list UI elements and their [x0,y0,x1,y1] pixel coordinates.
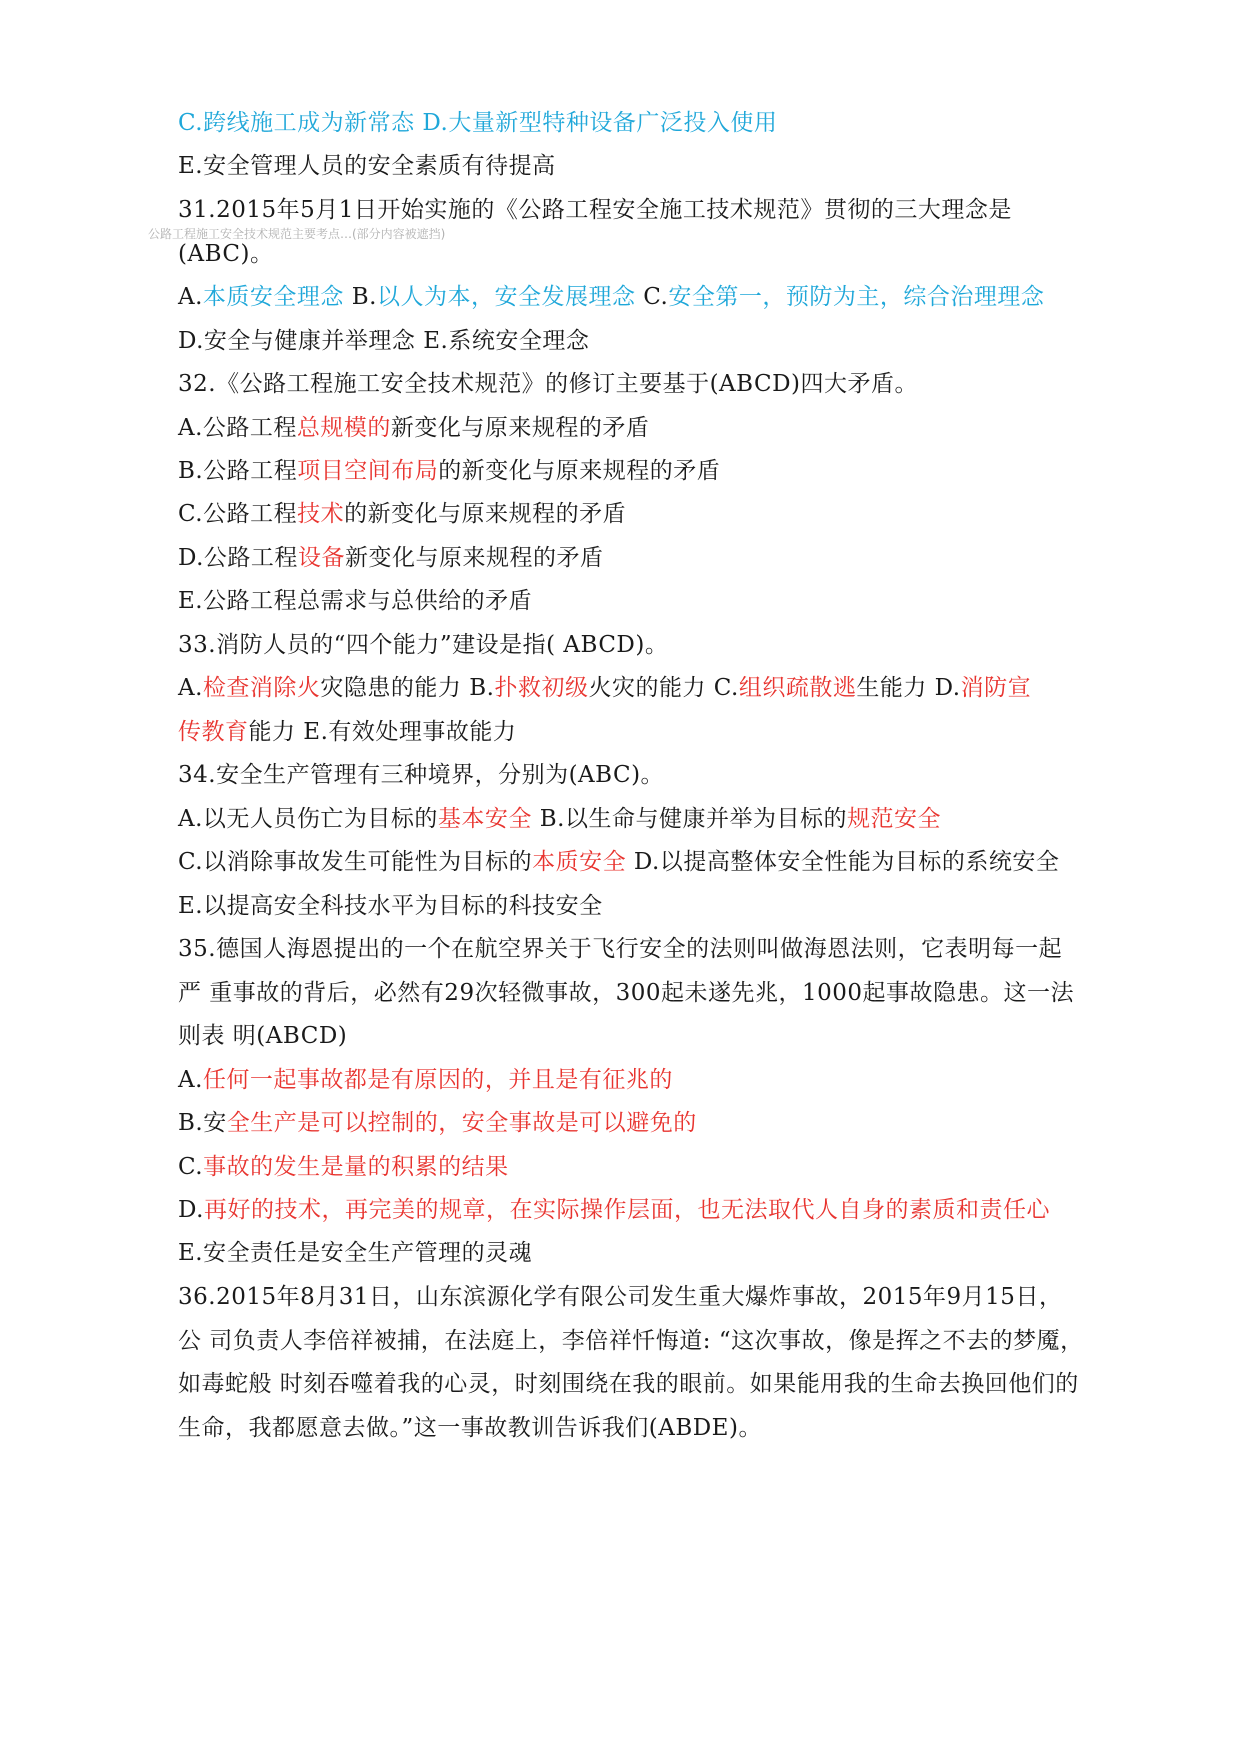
text-segment: E.安全管理人员的安全素质有待提高 [178,153,556,179]
text-line [178,760,1141,790]
text-line [178,369,1141,399]
text-segment: C.跨线施工成为新常态 D.大量新型特种设备广泛投入使用 [178,110,778,136]
text-segment: 公 司负责人李倍祥被捕，在法庭上，李倍祥忏悔道: “这次事故，像是挥之不去的梦魇， [178,1328,1084,1354]
text-segment: 事故的发生是量的积累的结果 [203,1154,509,1180]
text-line [178,151,1141,181]
text-segment: D.以提高整体安全性能为目标的系统安全 [626,849,1060,875]
text-segment: 32.《公路工程施工安全技术规范》的修订主要基于(ABCD)四大矛盾。 [178,371,919,397]
text-segment: 则表 明(ABCD) [178,1023,348,1049]
text-line [178,717,1141,747]
text-segment: E.公路工程总需求与总供给的矛盾 [178,588,533,614]
text-line [178,108,1141,138]
text-segment: 基本安全 [437,806,532,832]
text-segment: 如毒蛇般 时刻吞噬着我的心灵，时刻围绕在我的眼前。如果能用我的生命去换回他们的 [178,1371,1079,1397]
text-segment: 总规模的 [296,415,391,441]
text-segment: B.安 [178,1110,227,1136]
text-segment: 消防宣 [960,675,1032,701]
text-segment: 严 重事故的背后，必然有29次轻微事故，300起未遂先兆，1000起事故隐患。这一法 [178,980,1075,1006]
text-segment: C. [643,284,669,310]
text-line [178,673,1141,703]
text-segment: 35.德国人海恩提出的一个在航空界关于飞行安全的法则叫做海恩法则，它表明每一起 [178,936,1063,962]
text-segment: 的新变化与原来规程的矛盾 [438,458,721,484]
text-segment: 设备 [297,545,345,571]
text-segment: B.以生命与健康并举为目标的 [531,806,847,832]
text-line [178,1152,1141,1182]
text-segment: B.公路工程 [178,458,298,484]
text-segment: 生命，我都愿意去做。”这一事故教训告诉我们(ABDE)。 [178,1415,762,1441]
text-line [178,1413,1141,1443]
text-line [178,543,1141,573]
text-line [178,1021,1141,1051]
text-segment: 新变化与原来规程的矛盾 [390,415,650,441]
text-segment: 新变化与原来规程的矛盾 [344,545,604,571]
text-segment: 扑救初级 [494,675,589,701]
text-line [178,1282,1141,1312]
text-segment: 能力 E.有效处理事故能力 [248,719,517,745]
text-segment: A. [178,284,203,310]
text-line [178,1108,1141,1138]
text-segment: 33.消防人员的“四个能力”建设是指( ABCD)。 [178,632,669,658]
text-segment: 31.2015年5月1日开始实施的《公路工程安全施工技术规范》贯彻的三大理念是 [178,197,1012,223]
text-segment: 再好的技术，再完美的规章，在实际操作层面，也无法取代人自身的素质和责任心 [203,1197,1050,1223]
text-segment: 生能力 D. [856,675,961,701]
text-segment: C.公路工程 [178,501,298,527]
text-segment: 检查消除火 [202,675,321,701]
text-line [178,934,1141,964]
text-segment: 任何一起事故都是有原因的，并且是有征兆的 [202,1067,673,1093]
text-segment: 本质安全 [532,849,627,875]
text-line [178,978,1141,1008]
text-line [178,413,1141,443]
text-line [178,282,1141,312]
text-line [178,891,1141,921]
text-segment: 技术 [297,501,345,527]
text-segment: 火灾的能力 C. [588,675,739,701]
text-segment: 本质安全理念 [202,284,352,310]
text-line [178,1326,1141,1356]
text-segment: (ABC)。 [178,241,274,267]
text-segment: 传教育 [178,719,249,745]
text-line [178,326,1141,356]
watermark-text: 公路工程施工安全技术规范主要考点…(部分内容被遮挡) [148,227,446,241]
text-line [178,1369,1141,1399]
text-segment: 组织疏散逃 [738,675,857,701]
text-segment: C. [178,1154,204,1180]
text-segment: 36.2015年8月31日，山东滨源化学有限公司发生重大爆炸事故，2015年9月15日， [178,1284,1063,1310]
text-segment: E.安全责任是安全生产管理的灵魂 [178,1240,533,1266]
text-segment: 34.安全生产管理有三种境界，分别为(ABC)。 [178,762,665,788]
text-segment: 规范安全 [846,806,941,832]
text-line [178,586,1141,616]
text-segment: C.以消除事故发生可能性为目标的 [178,849,533,875]
text-segment: 的新变化与原来规程的矛盾 [344,501,627,527]
text-segment: E.以提高安全科技水平为目标的科技安全 [178,893,603,919]
text-segment: A.公路工程 [178,415,297,441]
text-line [178,1195,1141,1225]
text-line [178,1065,1141,1095]
text-line [178,239,1141,269]
text-line [178,195,1141,225]
text-segment: 项目空间布局 [297,458,439,484]
text-segment: B. [351,284,377,310]
text-line [178,847,1141,877]
text-line [178,630,1141,660]
text-segment: D. [178,1197,204,1223]
text-segment: 以人为本，安全发展理念 [376,284,644,310]
text-line [178,804,1141,834]
text-segment: A.以无人员伤亡为目标的 [178,806,438,832]
text-segment: D.安全与健康并举理念 E.系统安全理念 [178,328,590,354]
text-segment: A. [178,1067,203,1093]
text-line [178,499,1141,529]
text-segment: 安全第一，预防为主，综合治理理念 [668,284,1045,310]
text-segment: A. [178,675,203,701]
text-line [178,1238,1141,1268]
text-segment: D.公路工程 [178,545,298,571]
text-segment: 灾隐患的能力 B. [320,675,495,701]
text-line [178,456,1141,486]
text-segment: 全生产是可以控制的，安全事故是可以避免的 [226,1110,697,1136]
